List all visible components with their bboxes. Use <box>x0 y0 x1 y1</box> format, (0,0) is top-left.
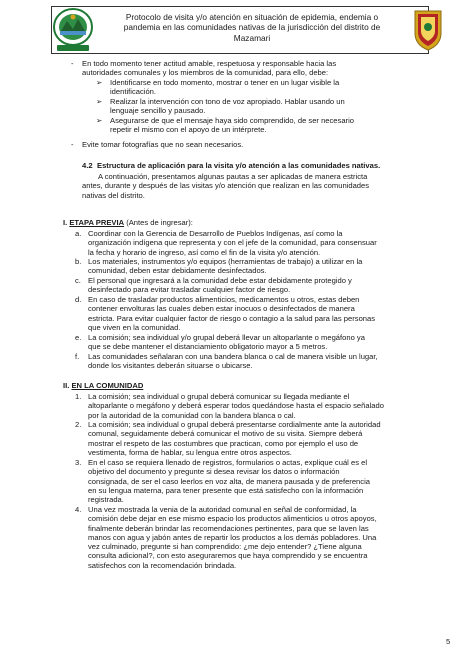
list-letter: c. <box>75 276 81 285</box>
list-letter: b. <box>75 257 82 266</box>
text-line: Coordinar con la Gerencia de Desarrollo de Pueblos Indígenas, así como la <box>88 229 343 238</box>
text-line: donde los visitantes deberán situarse o ubicarse. <box>88 361 253 371</box>
text-line: satisfechos con la recomendación brindada. <box>88 560 237 570</box>
text-line: identificación. <box>110 87 157 97</box>
list-item <box>88 505 429 570</box>
heading-title: ETAPA PREVIA <box>69 218 125 227</box>
text-line: La comisión; sea individual y/o grupal deberá llevar un altoparlante o megáfono ya <box>88 333 365 342</box>
text-line: Los materiales, instrumentos y/o equipos (herramientas de trabajo) a utilizar en la <box>88 257 363 266</box>
header-title-line: Mazamari <box>233 32 271 43</box>
etapa-previa-heading <box>63 218 193 227</box>
text-line: Una vez mostrada la venia de la autoridad comunal en señal de conformidad, la <box>88 505 357 514</box>
list-letter: f. <box>75 352 80 361</box>
text-line: desinfectado para evitar trasladar cualquier factor de riesgo. <box>88 285 291 295</box>
header-title-line: pandemia en las comunidades nativas de la jurisdicción del distrito de <box>123 22 381 33</box>
text-line: nativas del distrito. <box>82 190 145 200</box>
text-line: estricta. Para evitar cualquier factor de riesgo o contagio a la salud para las personas <box>88 313 376 323</box>
list-item <box>88 458 429 504</box>
text-line: lenguaje sencillo y pausado. <box>110 106 206 116</box>
text-line: Realizar la intervención con tono de voz apropiado. Hablar usando un <box>110 97 345 106</box>
bullet-text <box>82 59 429 78</box>
text-line: autoridades comunales y los miembros de la comunidad, para ello, debe: <box>82 68 329 78</box>
section-number: 4.2 <box>82 161 93 170</box>
section-paragraph <box>82 172 429 200</box>
list-item <box>88 333 429 352</box>
header-title <box>100 12 404 43</box>
page-number: 5 <box>446 637 451 646</box>
text-line: vestimenta, forma de hablar, su lengua entre otros aspectos. <box>88 447 292 457</box>
text-line: manos con agua y jabón antes de repartir los productos a los demás pobladores. Una <box>88 532 377 542</box>
text-line: Asegurarse de que el mensaje haya sido comprendido, de ser necesario <box>110 116 354 125</box>
sub-bullet-text <box>110 116 429 135</box>
text-line: A continuación, presentamos algunas pautas a ser aplicadas de manera estricta <box>98 172 368 181</box>
text-line: En todo momento tener actitud amable, respetuosa y responsable hacia las <box>82 59 337 68</box>
list-number: 1. <box>75 392 82 401</box>
municipal-crest-icon <box>52 7 94 53</box>
text-line: objetivo del documento y pregunte si desea revisar los datos o información <box>88 467 340 477</box>
regional-crest-icon <box>412 7 444 53</box>
arrow-bullet-icon: ➢ <box>96 116 103 125</box>
text-line: contener envolturas las cuales deben estar inocuos o desinfectados de manera <box>88 304 355 314</box>
text-line: En el caso se requiera llenado de registros, formularios o actas, explique cuál es el <box>88 458 368 467</box>
heading-number: II. <box>63 381 70 390</box>
bullet-marker: - <box>71 59 74 68</box>
text-line: En caso de trasladar productos alimenticios, medicamentos u otros, estas deben <box>88 295 360 304</box>
list-letter: d. <box>75 295 82 304</box>
bullet-marker: - <box>71 140 74 149</box>
text-line: en su lengua materna, para tener presente que está satisfecho con la información <box>88 485 364 495</box>
text-line: comisión debe dejar en ese mismo espacio los productos alimenticios u otros apoyos, <box>88 514 377 524</box>
list-item <box>88 392 429 420</box>
list-item <box>88 257 429 276</box>
heading-number: I. <box>63 218 68 227</box>
text-line: La comisión; sea individual o grupal deberá presentarse cordialmente ante la autoridad <box>88 420 381 429</box>
list-letter: a. <box>75 229 82 238</box>
heading-subtitle: (Antes de ingresar): <box>126 218 193 227</box>
arrow-bullet-icon: ➢ <box>96 78 103 87</box>
text-line: Identificarse en todo momento, mostrar o tener en un lugar visible la <box>110 78 340 87</box>
section-heading: Estructura de aplicación para la visita y/o atención a las comunidades nativas. <box>97 161 381 170</box>
text-line: vez culminado, pregunte si han comprendido: ¿me dejo entender? ¿Tiene alguna <box>88 542 362 552</box>
text-line: consulta adicional?, con esto aseguraremos que haya comprendido y se encuentra <box>88 551 368 561</box>
list-letter: e. <box>75 333 82 342</box>
list-number: 3. <box>75 458 82 467</box>
text-line: antes, durante y después de las visitas y/o atención que realizan en las comunidades <box>82 181 370 191</box>
text-line: comunal, seguidamente deberá comunicar el motivo de su visita. Siempre deberá <box>88 429 363 439</box>
header-title-line: Protocolo de visita y/o atención en situación de epidemia, endemia o <box>125 12 379 22</box>
text-line: consignada, de ser el caso leerlos en voz alta, de manera pausada y de preferencia <box>88 476 370 486</box>
list-item <box>88 229 429 257</box>
text-line: repetir el mismo con el apoyo de un intérprete. <box>110 125 267 135</box>
text-line: que viven en la comunidad. <box>88 322 181 332</box>
list-item <box>88 276 429 295</box>
bullet-text: Evite tomar fotografías que no sean necesarios. <box>82 140 244 149</box>
text-line: Las comunidades señalaran con una bandera blanca o cal de manera visible un lugar, <box>88 352 378 361</box>
text-line: comunidad, deben estar debidamente desinfectados. <box>88 266 267 276</box>
list-number: 2. <box>75 420 82 429</box>
arrow-bullet-icon: ➢ <box>96 97 103 106</box>
list-item <box>88 420 429 457</box>
sub-bullet-text <box>110 97 429 116</box>
text-line: altoparlante o megáfono y deberá esperar todos quedándose hasta el espacio señalado <box>88 401 384 411</box>
en-la-comunidad-heading <box>63 381 143 390</box>
text-line: que se debe mantener el distanciamiento obligatorio mayor a 5 metros. <box>88 342 328 352</box>
text-line: por la autoridad de la comunidad con la bandera blanca o cal. <box>88 410 296 420</box>
text-line: mostrar el respeto de las costumbres que practican, como por ejemplo el uso de <box>88 438 359 448</box>
text-line: La comisión; sea individual o grupal deberá comunicar su llegada mediante el <box>88 392 350 401</box>
text-line: finalmente deberán brindar las recomendaciones pertinentes, para que se laven las <box>88 523 369 533</box>
text-line: registrada. <box>88 495 124 505</box>
list-number: 4. <box>75 505 82 514</box>
sub-bullet-text <box>110 78 429 97</box>
text-line: El personal que ingresará a la comunidad debe estar debidamente protegido y <box>88 276 352 285</box>
list-item <box>88 295 429 332</box>
heading-title: EN LA COMUNIDAD <box>71 381 144 390</box>
list-item <box>88 352 429 371</box>
text-line: la fecha y horario de ingreso, así como el fin de la visita y/o atención. <box>88 247 321 257</box>
text-line: organización indígena que representa y con el jefe de la comunidad, para consensuar <box>88 238 377 248</box>
